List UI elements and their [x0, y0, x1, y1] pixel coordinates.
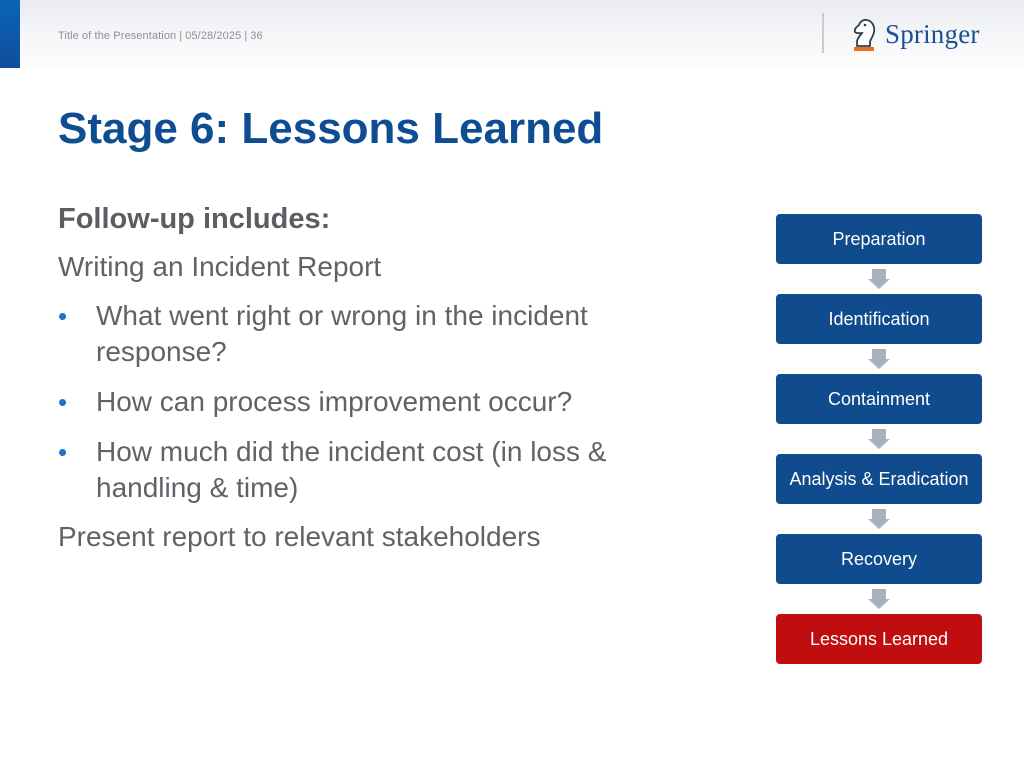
- bullet-icon: •: [58, 437, 68, 467]
- body-heading: Follow-up includes:: [58, 203, 331, 235]
- flow-step-analysis-eradication: Analysis & Eradication: [776, 454, 982, 504]
- bullet-text: What went right or wrong in the incident response?: [96, 300, 588, 367]
- springer-logo: [851, 14, 980, 54]
- presentation-title: Title of the Presentation: [58, 30, 177, 42]
- logo-text: Springer: [885, 18, 980, 49]
- bullet-text: How can process improvement occur?: [96, 386, 573, 417]
- bullet-item: [58, 384, 698, 420]
- intro-line: Writing an Incident Report: [58, 251, 382, 282]
- chess-knight-icon: [851, 16, 879, 52]
- down-arrow-icon: [776, 504, 982, 534]
- meta-separator: |: [244, 30, 248, 42]
- flow-step-preparation: Preparation: [776, 214, 982, 264]
- page-number: 36: [250, 30, 263, 42]
- flow-step-lessons-learned: Lessons Learned: [776, 614, 982, 664]
- presentation-date: 05/28/2025: [185, 30, 242, 42]
- bullet-item: [58, 298, 698, 370]
- header-meta: [58, 30, 263, 42]
- bullet-list: [58, 298, 698, 506]
- bullet-icon: •: [58, 387, 68, 417]
- down-arrow-icon: [776, 344, 982, 374]
- bullet-icon: •: [58, 301, 68, 331]
- down-arrow-icon: [776, 584, 982, 614]
- slide-title: Stage 6: Lessons Learned: [58, 104, 604, 153]
- logo-divider: [822, 13, 824, 53]
- bullet-item: [58, 434, 698, 506]
- flow-step-identification: Identification: [776, 294, 982, 344]
- slide-body: [58, 203, 698, 568]
- down-arrow-icon: [776, 424, 982, 454]
- flow-step-containment: Containment: [776, 374, 982, 424]
- slide-header: [0, 0, 1024, 68]
- process-flow-diagram: [776, 214, 982, 664]
- flow-step-recovery: Recovery: [776, 534, 982, 584]
- bullet-text: How much did the incident cost (in loss & handling & time): [96, 436, 607, 503]
- meta-separator: |: [179, 30, 183, 42]
- closing-line: Present report to relevant stakeholders: [58, 521, 541, 552]
- down-arrow-icon: [776, 264, 982, 294]
- header-accent-bar: [0, 0, 20, 68]
